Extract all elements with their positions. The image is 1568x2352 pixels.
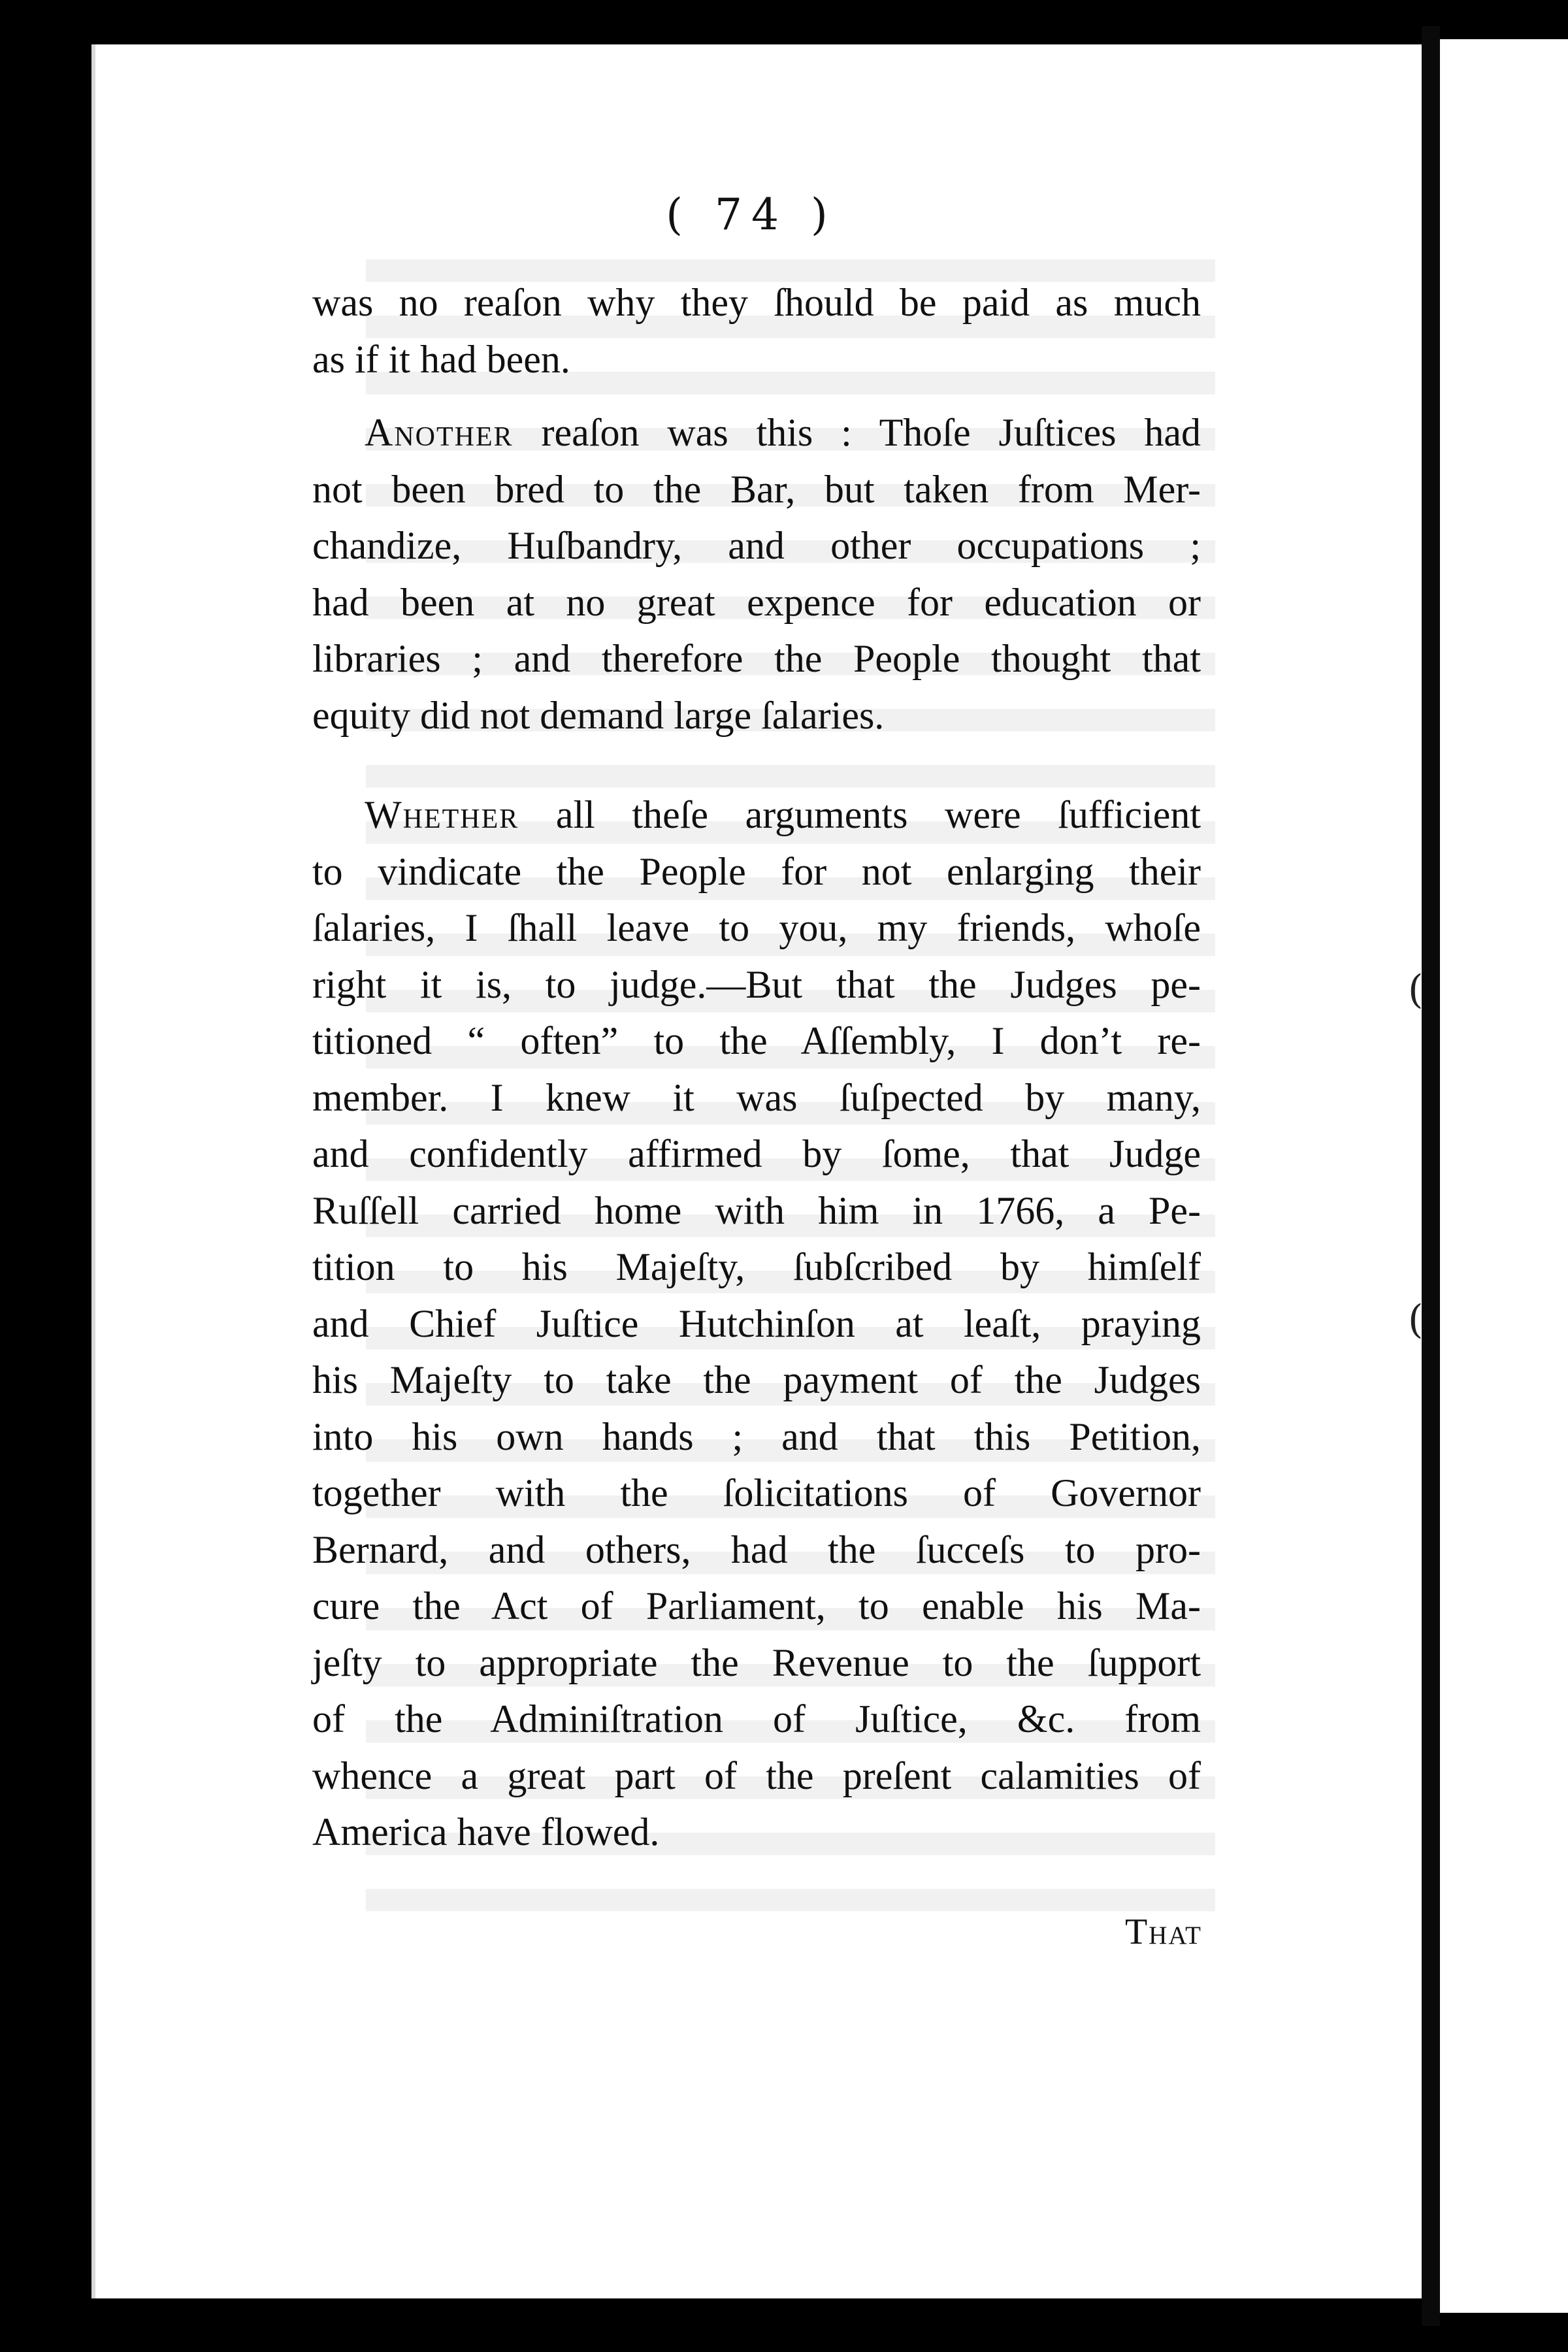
- text-line: libraries ; and therefore the People thought that: [312, 637, 1201, 680]
- text-line: whence a great part of the preſent calamities of: [312, 1754, 1201, 1797]
- paragraph-1: [312, 274, 1201, 387]
- right-page-edge: [1440, 39, 1568, 2313]
- text-line: ſalaries, I ſhall leave to you, my friends, whoſe: [312, 906, 1201, 949]
- page-number: ( 74 ): [666, 189, 837, 240]
- text-line: had been at no great expence for education or: [312, 580, 1201, 624]
- margin-bracket-mark: (: [1408, 1297, 1424, 1343]
- text-line: to vindicate the People for not enlarging their: [312, 849, 1201, 893]
- text-line: together with the ſolicitations of Governor: [312, 1471, 1201, 1514]
- text-line: cure the Act of Parliament, to enable his Ma-: [312, 1584, 1201, 1627]
- margin-bracket-mark: (: [1408, 967, 1424, 1013]
- text-line: and Chief Juſtice Hutchinſon at leaſt, praying: [312, 1301, 1201, 1345]
- text-line: [312, 787, 1201, 843]
- text-line: into his own hands ; and that this Petition,: [312, 1414, 1201, 1458]
- text-line: member. I knew it was ſuſpected by many,: [312, 1075, 1201, 1119]
- text-line: Ruſſell carried home with him in 1766, a Pe-: [312, 1188, 1201, 1232]
- text-line: of the Adminiſtration of Juſtice, &c. from: [312, 1697, 1201, 1740]
- text-line: and confidently affirmed by ſome, that Judge: [312, 1132, 1201, 1175]
- text-line: tition to his Majeſty, ſubſcribed by himſelf: [312, 1245, 1201, 1288]
- text-line: was no reaſon why they ſhould be paid as much: [312, 281, 1201, 324]
- text-line: as if it had been.: [312, 337, 570, 381]
- text-line: not been bred to the Bar, but taken from Mer-: [312, 467, 1201, 511]
- text-line: titioned “ often” to the Aſſembly, I don’t re-: [312, 1019, 1201, 1062]
- text-line: America have flowed.: [312, 1810, 660, 1854]
- text-line: chandize, Huſbandry, and other occupations ;: [312, 524, 1201, 567]
- text-line: Bernard, and others, had the ſucceſs to pro-: [312, 1527, 1201, 1571]
- paragraph-3: [312, 787, 1201, 1861]
- text-line: his Majeſty to take the payment of the Judges: [312, 1358, 1201, 1401]
- text-line: right it is, to judge.—But that the Judges pe-: [312, 962, 1201, 1006]
- text-line: [312, 404, 1201, 461]
- lead-word: Another: [365, 411, 514, 454]
- text-run: all theſe arguments were ſufficient: [519, 793, 1201, 836]
- text-line: equity did not demand large ſalaries.: [312, 693, 885, 737]
- book-gutter: [1422, 26, 1440, 2326]
- text-run: reaſon was this : Thoſe Juſtices had: [513, 411, 1201, 454]
- catchword: That: [1124, 1912, 1202, 1952]
- body-text: [312, 274, 1201, 1861]
- paragraph-2: [312, 404, 1201, 743]
- text-line: jeſty to appropriate the Revenue to the ſupport: [312, 1641, 1201, 1684]
- lead-word: Whether: [365, 793, 519, 836]
